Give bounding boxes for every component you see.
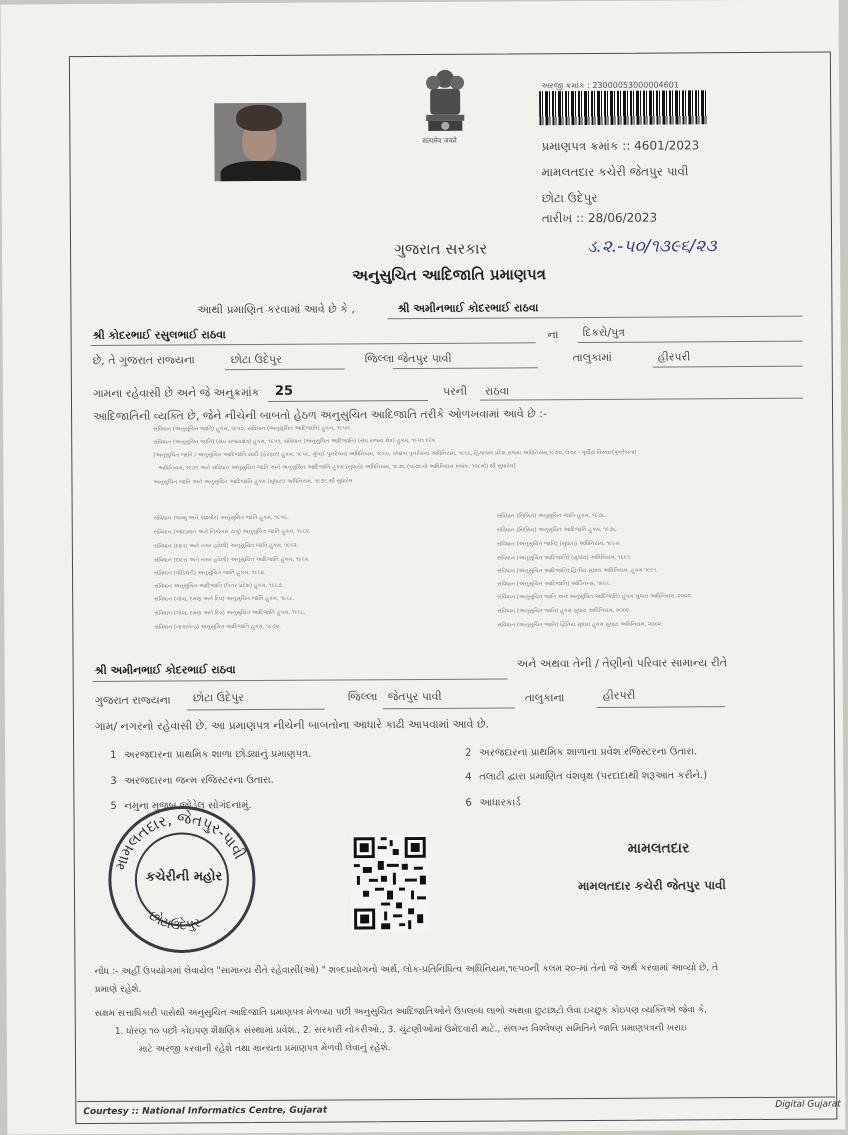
fine-print-left: સંવિધાન (આંદામાન અને નિકોબાર ટાપુ) અનુસુચિત જાતિ હુકમ, ૧૯૬૨.: [153, 528, 311, 536]
fine-print-right: સંવિધાન (સિક્કિમ) અનુસુચિત આદિજાતિ હુકમ, ૧૯૭૮.: [496, 526, 618, 534]
talukama-label: તાલુકામાં: [572, 350, 612, 365]
stamp-bottom-text: છોટાઉદેપુર: [146, 908, 203, 934]
fine-print-line: અધિનિયમ, ૧૯૭૧ અને સંવિધાન અનુસુચિત જાતિ અને અનુસુચિત આદિજાતિ હુકમ (સુધારો) અધિનિયમ, ૧૯૭૬ (૧૯૭૬નો અધિનિયમ ક્રમાંક: ૧૦૮મો) થી સુધારેલ]: [158, 463, 516, 472]
fine-print-right: સંવિધાન (અનુસુચિત જાતિ) હુકમ સુધારા અધિનિયમ, ૨૦૦૨.: [497, 607, 631, 615]
national-emblem-icon: [416, 67, 474, 149]
applicant-name: શ્રી અમીનભાઈ કોદરભાઈ રાઠવા: [397, 301, 539, 316]
father-name: શ્રી કોદરભાઈ રસુલભાઈ રાઠવા: [92, 328, 226, 343]
fine-print-line: સંવિધાન (અનુસુચિત જાતિ) હુકમ, ૧૯૫૦, સંવિધાન (અનુસુચિત આદિજાતિ) હુકમ, ૧૯૫૦,: [153, 425, 352, 433]
district-value: છોટા ઉદેપુર: [230, 352, 282, 367]
family-village: હીરપરી: [602, 688, 636, 702]
signatory-title: મામલતદાર: [627, 840, 690, 857]
svg-text:છોટાઉદેપુર: [146, 907, 203, 934]
issue-date: તારીખ :: 28/06/2023: [541, 210, 658, 226]
fine-print-line: [અનુસુચિત જાતિ / અનુસુચિત આદિજાતિ યાદી (ફેરફાર) હુકમ, ૧૯૫૬, મુંબઈ પુનર્રચના અધિનિયમ, ૧૯૬૦, પંજાબ પુનર્રચના અધિનિયમ, ૧૯૬૬, હિમાચલ પ્રદેશ રાજ્ય અધિનિયમ,૧૯૭૦, ઉત્તર - પૂર્વીય વિસ્તાર(પુનર્રચના): [153, 449, 637, 459]
village-value: હીરપરી: [657, 350, 691, 364]
fine-print-right: સંવિધાન (અનુસુચિત જાતિ) (સુધારા) અધિનિયમ, ૧૯૯૦.: [496, 540, 621, 548]
relation: દિકરો/પુત્ર: [582, 325, 626, 340]
application-number: અરજી ક્રમાંક : 23000053000004601: [541, 80, 679, 91]
footer-brand: Digital Gujarat: [775, 1099, 841, 1110]
svg-text:મામલતદાર, જેતપુર-પાવી: [111, 809, 249, 873]
family-applicant-name: શ્રી અમીનભાઈ કોદરભાઈ રાઠવા: [94, 663, 236, 678]
fine-print-right: સંવિધાન (અનુસુચિત જાતિ અને અનુસુચિત આદિજાતિ) હુકમ સુધારા અધિનિયમ, ૨૦૦૨.: [497, 593, 693, 601]
fine-print-left: સંવિધાન (નાગાલેન્ડ) અનુસુચિત આદિજાતિ હુકમ, ૧૯૭૦.: [154, 623, 281, 631]
fine-print-left: સંવિધાન (ગોવા, દમણ અને દિવ) અનુસુચિત જાતિ હુકમ, ૧૯૬૮.: [154, 595, 295, 603]
taluka-value: જેતપુર પાવી: [397, 351, 452, 366]
footer-courtesy: Courtesy :: National Informatics Centre, Gujarat: [83, 1105, 328, 1118]
na-label: ના: [547, 328, 559, 342]
certificate-title: અનુસુચિત આદિજાતિ પ્રમાણપત્ર: [352, 265, 546, 285]
fine-print-right: સંવિધાન (અનુસુચિત આદિજાતિ) ઓર્ડિનન્સ, ૧૯૯૬.: [497, 580, 612, 588]
family-text: અને અથવા તેની / તેણીનો પરિવાર સામાન્ય રીતે: [516, 656, 728, 671]
document-item: 1 અરજદારના પ્રાથમિક શાળા છોડ્યાનું પ્રમાણપત્ર.: [110, 748, 312, 761]
instruction-line: માટે અરજી કરવાની રહેશે તથા માન્યતા પ્રમાણપત્ર મેળવી લેવાનું રહેશે.: [138, 1043, 391, 1055]
state-label: છે, તે ગુજરાત રાજ્યના: [92, 353, 195, 368]
family-jillo-label: જિલ્લા: [347, 690, 378, 704]
qr-code: [351, 834, 430, 932]
family-talukana-label: તાલુકાના: [524, 691, 565, 705]
instruction-line: સક્ષમ સત્તાધિકારી પાસેથી અનુસુચિત આદિજાતિ પ્રમાણપત્ર મેળવ્યા પછી અનુસુચિત આદિજાતિઓને ઉપલબ્ધ લાભો અથવા છુટછાટો લેવા ઇચ્છુક કોઇપણ વ્યક્તિએ જેવા કે,: [94, 1005, 708, 1020]
fine-print-left: સંવિધાન (ગોવા, દમણ અને દિવ) અનુસુચિત આદિજાતિ હુકમ, ૧૯૬૮.: [154, 609, 306, 617]
document-item: 2 અરજદારના પ્રાથમિક શાળાના પ્રવેશ રજિસ્ટરના ઉતારા.: [465, 746, 698, 759]
family-district: છોટા ઉદેપુર: [192, 691, 244, 705]
emblem-motto: सत्यमेव जयते: [422, 136, 457, 145]
stamp-top-text: મામલતદાર, જેતપુર-પાવી: [111, 809, 249, 873]
certificate-number: પ્રમાણપત્ર ક્રમાંક :: 4601/2023: [541, 138, 700, 154]
document-item: 4 તલાટી દ્વારા પ્રમાણિત વંશવૃક્ષ (પરદાદાથી શરૂઆત કરીને.): [465, 770, 708, 783]
handwritten-number: ડ.૨.-પ૦/૧૩૯૬/૨૩: [586, 236, 717, 257]
fine-print-right: સંવિધાન (સિક્કિમ) અનુસુચિત જાતિ હુકમ, ૧૯૭૮.: [496, 512, 607, 520]
parni-label: પરની: [442, 384, 468, 398]
applicant-photo: [214, 103, 306, 182]
document-item: 5 નમુના મુજબ જોડેલ સોગંદનામું.: [110, 800, 252, 812]
tribe-value: રાઠવા: [484, 384, 510, 398]
barcode: [539, 90, 707, 125]
fine-print-left: સંવિધાન (પોંડિચેરી) અનુસુચિત જાતિ હુકમ, ૧૯૬૪.: [154, 569, 266, 577]
fine-print-right: સંવિધાન (અનુસુચિત આદિજાતિ) (સુધારા) અધિનિયમ, ૧૯૯૧.: [496, 554, 632, 562]
family-taluka: જેતપુર પાવી: [387, 689, 442, 704]
instruction-line: 1. ધોરણ ૧૦ પછી કોઇપણ શૈક્ષણિક સંસ્થામાં પ્રવેશ., 2. સરકારી નોકરીઓ., 3. ચુંટણીઓમાં ઉમેદવારી માટે., સંલગ્ન વિશ્લેષણ સમિતિને જાતિ પ્રમાણપત્રની ખરાઇ: [114, 1023, 687, 1037]
certificate-sheet: [1, 0, 846, 1135]
serial-number: 25: [274, 383, 294, 399]
stamp-center-text: કચેરીની મહોર: [145, 869, 223, 885]
jillo-label: જિલ્લા: [364, 352, 395, 366]
document-item: 6 આધારકાર્ડ: [465, 797, 521, 809]
note-line: નોંધ :- અહીં ઉપયોગમાં લેવાયેલ "સામાન્ય રીતે રહેવાસી(ઓ) " શબ્દપ્રયોગનો અર્થ, લોક-પ્રતિનિધિત્વ અધિનિયમ,૧૯૫૦ની કલમ ૨૦-માં તેનો જે અર્થ કરવામાં આવ્યો છે, તે: [94, 962, 719, 978]
fine-print-left: સંવિધાન (જમ્મુ અને કાશ્મીર) અનુસુચિત જાતિ હુકમ, ૧૯૫૬.: [153, 514, 289, 522]
resident-label: ગામના રહેવાસી છે અને જે અનુક્રમાંક: [92, 385, 260, 401]
fine-print-right: સંવિધાન (અનુસુચિત આદિજાતિ) દ્વિતીય સુધારા અધિનિયમ, હુકમ ૧૯૯૧.: [497, 567, 658, 575]
fine-print-left: સંવિધાન અનુસુચિત આદિજાતિ (ઉત્તર પ્રદેશ) હુકમ, ૧૯૬૭.: [154, 582, 284, 590]
fine-print-line: અનુસુચિત જાતિ અને અનુસુચિત આદિજાતિ હુકમ (સુધારા) અધિનિયમ, ૧૯૭૬ થી સુધારેલ: [153, 478, 353, 486]
signatory-office: મામલતદાર કચેરી જેતપુર પાવી: [577, 878, 726, 894]
fine-print-left: સંવિધાન (દાદરા અને નગર હવેલી) અનુસુચિત આદિજાતિ હુકમ, ૧૯૬૨.: [153, 556, 310, 564]
government-title: ગુજરાત સરકાર: [394, 239, 488, 259]
issuing-district: છોટા ઉદેપુર: [541, 190, 598, 206]
fine-print-left: સંવિધાન (દાદરા અને નગર હવેલી) અનુસુચિત જાતિ હુકમ, ૧૯૬૨.: [153, 542, 299, 550]
fine-print-line: સંવિધાન (અનુસુચિત જાતિ) (સંઘ રાજ્યક્ષેત્ર) હુકમ, ૧૯૫૧, સંવિધાન (અનુસુચિત આદિજાતિ) (સંઘ રાજ્ય ક્ષેત્ર) હુકમ, ૧૯૫૧ દરેક: [153, 437, 436, 446]
issuing-office: મામલતદાર કચેરી જેતપુર પાવી: [541, 164, 689, 180]
document-item: 3 અરજદારના જન્મ રજિસ્ટરના ઉતારા.: [110, 774, 274, 787]
fine-print-right: સંવિધાન (અનુસુચિત જાતિ) દ્વિતિય સુધારા હુકમ સુધારા અધિનિયમ, ૨૦૦૨.: [497, 621, 663, 629]
office-seal-stamp: [103, 801, 260, 954]
family-state-label: ગુજરાત રાજ્યના: [94, 693, 171, 708]
certify-text: આથી પ્રમાણિત કરવામાં આવે છે કે ,: [197, 302, 356, 317]
basis-text: ગામ/ નગરનો રહેવાસી છે. આ પ્રમાણપત્ર નીચેની બાબતોના આધારે કાઢી આપવામાં આવે છે.: [94, 717, 490, 734]
note-line: પ્રમાણે રહેશે.: [94, 983, 142, 996]
declaration-text: આદિજાતિની વ્યક્તિ છે, જેને નીચેની બાબતો હેઠળ અનુસુચિત આદિજાતિ તરીકે ઓળખવામાં આવે છે :-: [93, 407, 547, 424]
